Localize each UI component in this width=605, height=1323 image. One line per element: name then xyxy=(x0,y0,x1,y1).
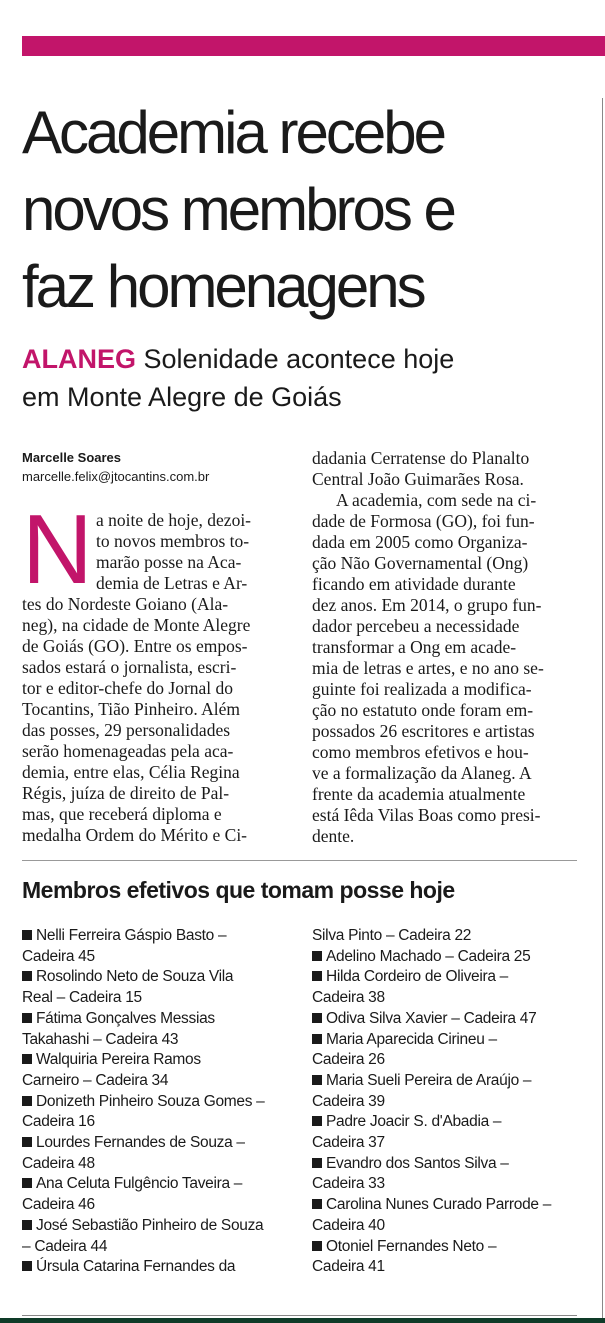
member-list-line xyxy=(22,1112,297,1133)
article-line: Tocantins, Tião Pinheiro. Além xyxy=(22,699,241,719)
headline xyxy=(22,94,597,325)
article-column-2 xyxy=(312,448,582,847)
article-line: transformar a Ong em acade- xyxy=(312,637,517,657)
square-bullet-icon xyxy=(22,1054,32,1064)
member-list-line xyxy=(22,967,297,988)
member-text: Cadeira 37 xyxy=(312,1134,385,1152)
kicker: ALANEG xyxy=(22,344,136,374)
member-text: Cadeira 40 xyxy=(312,1216,385,1234)
member-list-line xyxy=(312,1133,597,1154)
column-divider-right xyxy=(602,98,603,1323)
article-line: to novos membros to- xyxy=(96,531,250,551)
article-line: A academia, com sede na ci- xyxy=(336,490,537,510)
article-line: ção no estatuto onde foram em- xyxy=(312,700,534,720)
member-text: Maria Aparecida Cirineu – xyxy=(326,1030,497,1048)
article-line: Central João Guimarães Rosa. xyxy=(312,469,524,489)
article-line: medalha Ordem do Mérito e Ci- xyxy=(22,825,248,845)
article-line: ção Não Governamental (Ong) xyxy=(312,553,529,573)
article-line: dade de Formosa (GO), foi fun- xyxy=(312,511,535,531)
member-text: Úrsula Catarina Fernandes da xyxy=(36,1258,236,1276)
member-list-line xyxy=(312,1195,597,1216)
members-list-column-2 xyxy=(312,926,597,1278)
member-list-line xyxy=(22,1133,297,1154)
article-line: demia de Letras e Ar- xyxy=(96,573,248,593)
member-text: Lourdes Fernandes de Souza – xyxy=(36,1134,245,1152)
members-section-title: Membros efetivos que tomam posse hoje xyxy=(22,877,455,903)
member-list-line xyxy=(312,947,597,968)
headline-line: Academia recebe xyxy=(22,99,444,166)
member-list-line xyxy=(312,1009,597,1030)
top-accent-bar xyxy=(22,36,605,56)
member-text: Cadeira 38 xyxy=(312,989,385,1007)
subheadline-line-1 xyxy=(22,340,597,378)
member-text: Cadeira 39 xyxy=(312,1092,385,1110)
bottom-divider xyxy=(22,1315,577,1316)
square-bullet-icon xyxy=(22,1261,32,1271)
member-text: Otoniel Fernandes Neto – xyxy=(326,1237,497,1255)
member-text: Evandro dos Santos Silva – xyxy=(326,1154,509,1172)
member-list-line xyxy=(22,1195,297,1216)
member-list-line xyxy=(312,1112,597,1133)
square-bullet-icon xyxy=(22,1178,32,1188)
article-line: Régis, juíza de direito de Pal- xyxy=(22,783,230,803)
square-bullet-icon xyxy=(22,971,32,981)
member-list-line xyxy=(22,1174,297,1195)
article-line: mia de letras e artes, e no ano se- xyxy=(312,658,544,678)
member-list-line xyxy=(312,1174,597,1195)
member-list-line xyxy=(312,1216,597,1237)
member-text: Real – Cadeira 15 xyxy=(22,989,142,1007)
square-bullet-icon xyxy=(22,1137,32,1147)
member-text: Maria Sueli Pereira de Araújo – xyxy=(326,1071,532,1089)
article-line: dador percebeu a necessidade xyxy=(312,616,520,636)
member-text: – Cadeira 44 xyxy=(22,1237,108,1255)
article-line: demia, entre elas, Célia Regina xyxy=(22,762,240,782)
square-bullet-icon xyxy=(312,1034,322,1044)
byline xyxy=(22,449,209,487)
member-text: Takahashi – Cadeira 43 xyxy=(22,1030,179,1048)
member-list-line xyxy=(22,1092,297,1113)
author-email: marcelle.felix@jtocantins.com.br xyxy=(22,469,210,484)
member-text: Cadeira 33 xyxy=(312,1175,385,1193)
member-text: Silva Pinto – Cadeira 22 xyxy=(312,927,472,944)
square-bullet-icon xyxy=(22,1096,32,1106)
member-list-line xyxy=(22,1030,297,1051)
member-list-line xyxy=(312,967,597,988)
square-bullet-icon xyxy=(312,1013,322,1023)
member-text: Hilda Cordeiro de Oliveira – xyxy=(326,968,508,986)
article-line: de Goiás (GO). Entre os empos- xyxy=(22,636,248,656)
member-list-line xyxy=(312,1237,597,1258)
member-text: Donizeth Pinheiro Souza Gomes – xyxy=(36,1092,265,1110)
member-list-line xyxy=(22,1071,297,1092)
article-line: tor e editor-chefe do Jornal do xyxy=(22,678,234,698)
author-name: Marcelle Soares xyxy=(22,450,122,465)
member-list-line xyxy=(312,1071,597,1092)
member-list-line xyxy=(22,1257,297,1278)
square-bullet-icon xyxy=(22,930,32,940)
member-list-line xyxy=(22,1050,297,1071)
member-list-line xyxy=(312,1257,597,1278)
article-line: dadania Cerratense do Planalto xyxy=(312,448,530,468)
member-text: Cadeira 46 xyxy=(22,1196,95,1214)
article-line: frente da academia atualmente xyxy=(312,784,526,804)
article-line: tes do Nordeste Goiano (Ala- xyxy=(22,594,229,614)
square-bullet-icon xyxy=(312,1199,322,1209)
member-text: Cadeira 16 xyxy=(22,1113,95,1131)
article-line: neg), na cidade de Monte Alegre xyxy=(22,615,251,635)
square-bullet-icon xyxy=(22,1013,32,1023)
square-bullet-icon xyxy=(312,1075,322,1085)
member-list-line xyxy=(22,1009,297,1030)
member-list-line xyxy=(22,1154,297,1175)
article-line: a noite de hoje, dezoi- xyxy=(96,510,252,530)
article-line: ve a formalização da Alaneg. A xyxy=(312,763,532,783)
member-text: Cadeira 26 xyxy=(312,1051,385,1069)
member-text: José Sebastião Pinheiro de Souza xyxy=(36,1216,264,1234)
member-list-line xyxy=(312,926,597,947)
members-list-column-1 xyxy=(22,926,297,1278)
article-line: dente. xyxy=(312,826,355,846)
article-line: guinte foi realizada a modifica- xyxy=(312,679,532,699)
member-list-line xyxy=(312,1154,597,1175)
member-list-line xyxy=(22,926,297,947)
square-bullet-icon xyxy=(312,971,322,981)
article-line: dez anos. Em 2014, o grupo fun- xyxy=(312,595,542,615)
subheadline-text: Solenidade acontece hoje xyxy=(143,344,455,374)
member-list-line xyxy=(312,1050,597,1071)
member-text: Walquiria Pereira Ramos xyxy=(36,1051,201,1069)
square-bullet-icon xyxy=(312,1158,322,1168)
article-line: marão posse na Aca- xyxy=(96,552,242,572)
member-list-line xyxy=(22,988,297,1009)
article-line: está Iêda Vilas Boas como presi- xyxy=(312,805,541,825)
member-text: Fátima Gonçalves Messias xyxy=(36,1009,215,1027)
member-text: Ana Celuta Fulgêncio Taveira – xyxy=(36,1175,243,1193)
member-list-line xyxy=(22,1216,297,1237)
member-text: Odiva Silva Xavier – Cadeira 47 xyxy=(326,1009,537,1027)
member-text: Nelli Ferreira Gáspio Basto – xyxy=(36,927,227,944)
footer-bar xyxy=(0,1318,605,1323)
article-line: como membros efetivos e hou- xyxy=(312,742,529,762)
article-column-1 xyxy=(22,510,290,846)
subheadline-line-2: em Monte Alegre de Goiás xyxy=(22,382,342,412)
drop-cap: N xyxy=(22,494,93,604)
member-text: Cadeira 41 xyxy=(312,1258,385,1276)
article-line: dada em 2005 como Organiza- xyxy=(312,532,528,552)
subheadline xyxy=(22,340,597,416)
member-list-line xyxy=(22,947,297,968)
article-line: ficando em atividade durante xyxy=(312,574,516,594)
square-bullet-icon xyxy=(312,1241,322,1251)
member-text: Padre Joacir S. d'Abadia – xyxy=(326,1113,502,1131)
member-list-line xyxy=(22,1237,297,1258)
member-text: Carolina Nunes Curado Parrode – xyxy=(326,1196,552,1214)
article-line: mas, que receberá diploma e xyxy=(22,804,222,824)
member-list-line xyxy=(312,1092,597,1113)
headline-line: faz homenagens xyxy=(22,253,424,320)
article-line: serão homenageadas pela aca- xyxy=(22,741,234,761)
article-line: sados estará o jornalista, escri- xyxy=(22,657,237,677)
member-text: Carneiro – Cadeira 34 xyxy=(22,1071,169,1089)
member-list-line xyxy=(312,1030,597,1051)
square-bullet-icon xyxy=(22,1220,32,1230)
member-text: Cadeira 48 xyxy=(22,1154,95,1172)
article-line: das posses, 29 personalidades xyxy=(22,720,231,740)
section-divider xyxy=(22,860,577,861)
square-bullet-icon xyxy=(312,1116,322,1126)
member-list-line xyxy=(312,988,597,1009)
member-text: Cadeira 45 xyxy=(22,947,95,965)
member-text: Adelino Machado – Cadeira 25 xyxy=(326,947,531,965)
headline-line: novos membros e xyxy=(22,176,454,243)
article-line: possados 26 escritores e artistas xyxy=(312,721,535,741)
member-text: Rosolindo Neto de Souza Vila xyxy=(36,968,234,986)
square-bullet-icon xyxy=(312,951,322,961)
